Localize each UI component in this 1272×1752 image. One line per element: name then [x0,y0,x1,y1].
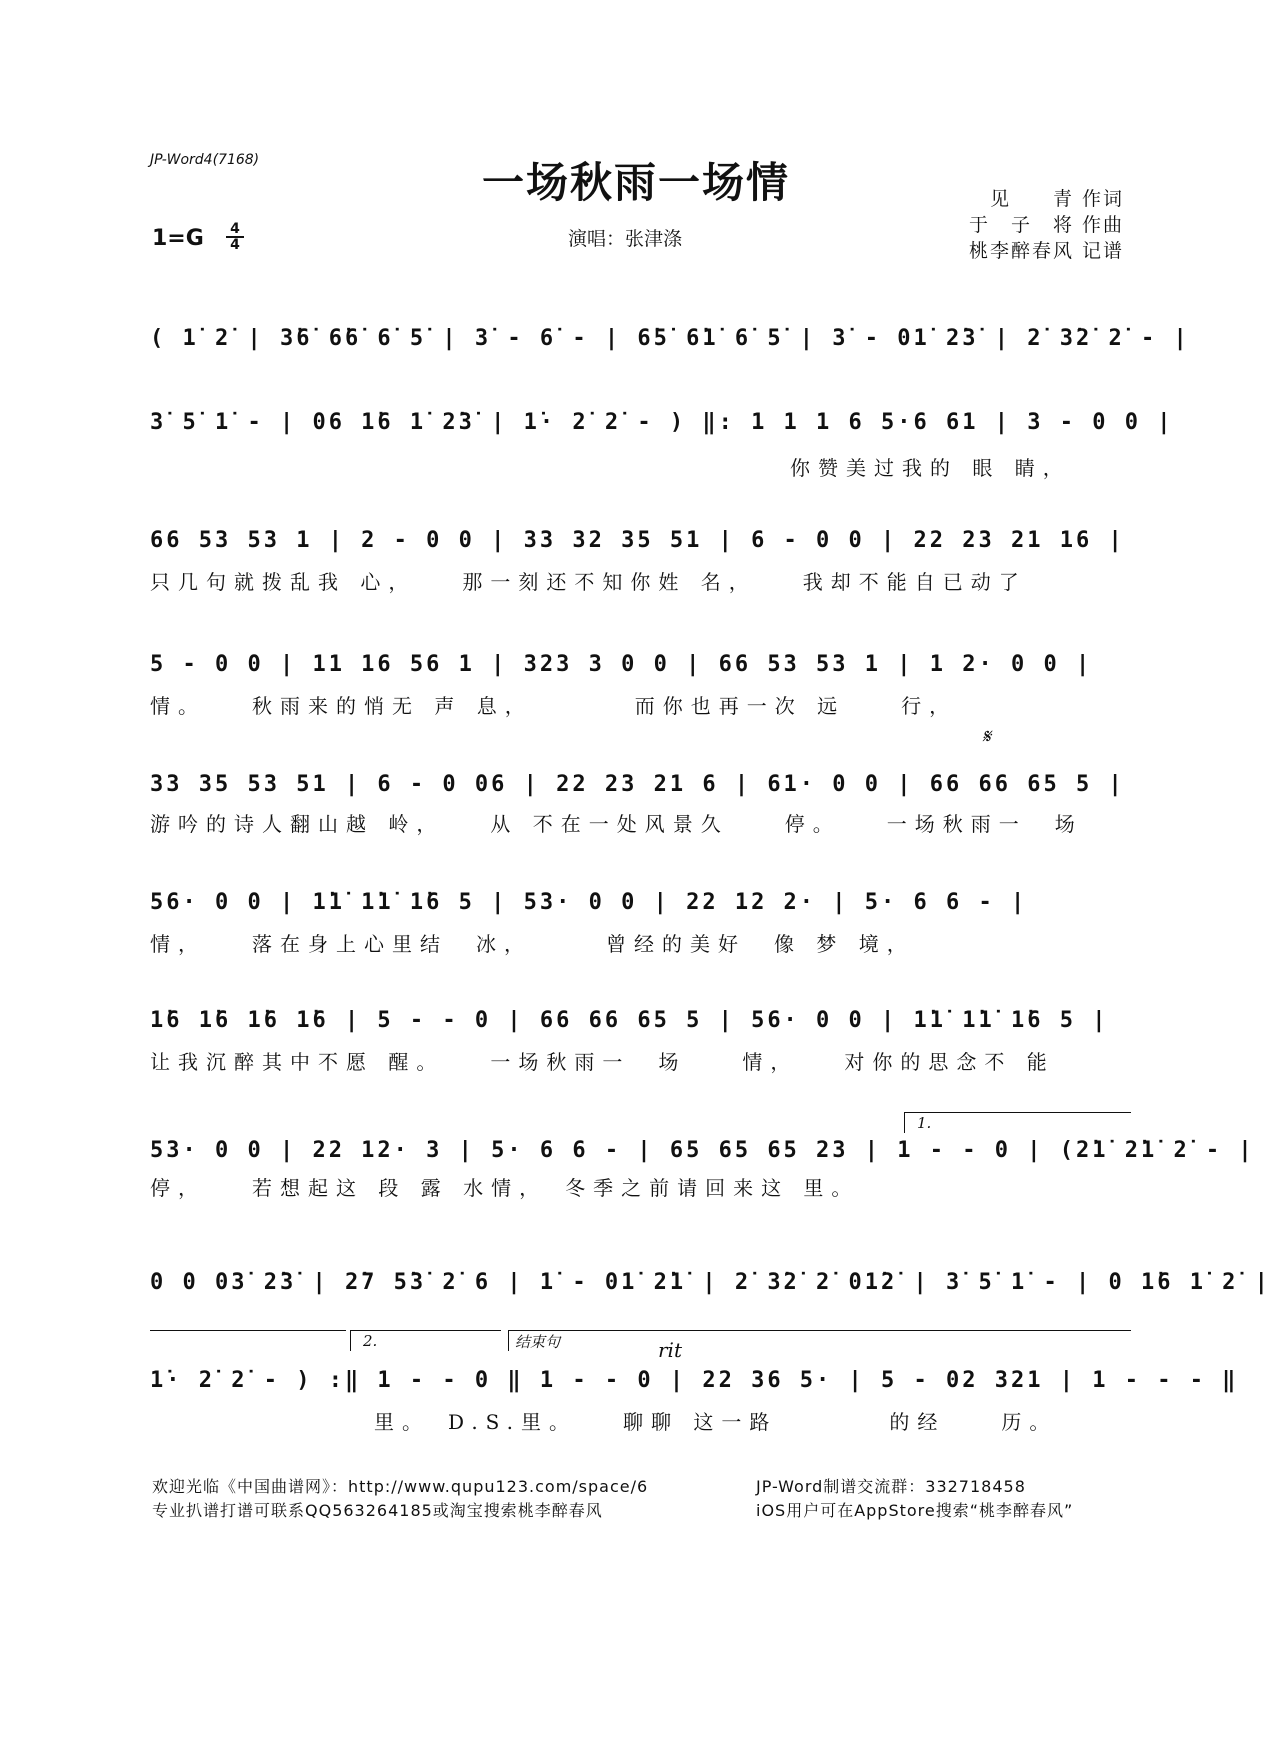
ending-label: 结束句 [515,1333,561,1351]
credit-lyricist: 见 青 作词 [989,188,1124,210]
lyrics-line: 停， 若想起这 段 露 水情， 冬季之前请回来这 里。 [150,1176,860,1200]
lyrics-line: 让我沉醉其中不愿 醒。 一场秋雨一 场 情， 对你的思念不 能 [150,1050,1055,1074]
lyrics-line: 情。 秋雨来的悄无 声 息， 而你也再一次 远 行， [150,694,958,718]
notation-line: 53· 0 0 | 22 12· 3 | 5· 6 6 - | 65 65 65 23 | 1 - - 0 | (2̇1̇ 2̇1̇ 2̇ - | [150,1138,1255,1163]
notation-line: 33 35 53 51 | 6 - 0 06 | 22 23 21 6 | 61· 0 0 | 66 66 65 5 | [150,772,1125,797]
volta-label: 2. [363,1332,378,1350]
lyrics-line: 情， 落在身上心里结 冰， 曾经的美好 像 梦 境， [150,932,915,956]
notation-line: 66 53 53 1 | 2 - 0 0 | 33 32 35 51 | 6 - 0 0 | 22 23 21 16 | [150,528,1125,553]
volta-second-ending [350,1330,501,1351]
notation-line: ( 1̇ 2̇ | 3̇6̇ 6̇6̇ 6̇ 5̇ | 3̇ - 6̇ - | 6̇5̇ 6̇1̇ 6̇ 5̇ | 3̇ - 01̇ 2̇3̇ | 2̇ 3̇2̇ 2̇ - | [150,326,1190,351]
lyrics-line: 里。 D.S.里。 聊聊 这一路 的经 历。 [150,1410,1058,1434]
singer: 演唱：张津涤 [568,228,683,250]
footer-website: 欢迎光临《中国曲谱网》：http://www.qupu123.com/space/6 [152,1477,649,1496]
continuation-bracket [150,1330,346,1331]
notation-line: 5 - 0 0 | 11 16 56 1 | 323 3 0 0 | 66 53 53 1 | 1 2· 0 0 | [150,652,1093,677]
notation-line: 3̇ 5̇ 1̇ - | 06 1̇6 1̇ 2̇3̇ | 1̇· 2̇ 2̇ - ) ‖: 1 1 1 6 5·6 61 | 3 - 0 0 | [150,410,1174,435]
rit-marking: rit [658,1338,682,1362]
ending-bracket [508,1330,1131,1351]
lyrics-line: 只几句就拨乱我 心， 那一刻还不知你姓 名， 我却不能自已动了 [150,570,1027,594]
volta-first-ending [904,1112,1131,1133]
notation-line: 56· 0 0 | 1̇1̇ 1̇1̇ 1̇6 5 | 53· 0 0 | 22 12 2· | 5· 6 6 - | [150,890,1028,915]
segno-sign: 𝄋 [982,724,991,748]
software-label: JP-Word4(7168) [150,152,260,168]
footer-contact: 专业扒谱打谱可联系QQ563264185或淘宝搜索桃李醉春风 [152,1501,603,1520]
time-signature [226,222,244,252]
time-bottom: 4 [226,236,244,252]
lyrics-line: 你赞美过我的 眼 睛， [790,456,1071,480]
footer-ios: iOS用户可在AppStore搜索“桃李醉春风” [756,1501,1074,1520]
time-top: 4 [230,221,240,237]
song-title: 一场秋雨一场情 [481,158,790,207]
notation-line: 1̇· 2̇ 2̇ - ) :‖ 1 - - 0 ‖ 1 - - 0 | 22 36 5· | 5 - 02 321 | 1 - - - ‖ [150,1368,1239,1393]
notation-line: 1̇6 1̇6 1̇6 1̇6 | 5 - - 0 | 66 66 65 5 | 56· 0 0 | 1̇1̇ 1̇1̇ 1̇6 5 | [150,1008,1109,1033]
lyrics-line: 游吟的诗人翻山越 岭， 从 不在一处风景久 停。 一场秋雨一 场 [150,812,1083,836]
key-signature: 1=G [152,226,204,251]
credit-transcriber: 桃李醉春风 记谱 [968,240,1124,262]
credit-composer: 于 子 将 作曲 [968,214,1124,236]
footer-group: JP-Word制谱交流群：332718458 [756,1477,1026,1496]
volta-label: 1. [917,1114,932,1132]
notation-line: 0 0 03̇ 2̇3̇ | 2̇7 5̇3̇ 2̇ 6 | 1̇ - 01̇ 2̇1̇ | 2̇ 3̇2̇ 2̇ 01̇2̇ | 3̇ 5̇ 1̇ - | 0 1̇6 1̇ 2̇ | [150,1270,1271,1295]
